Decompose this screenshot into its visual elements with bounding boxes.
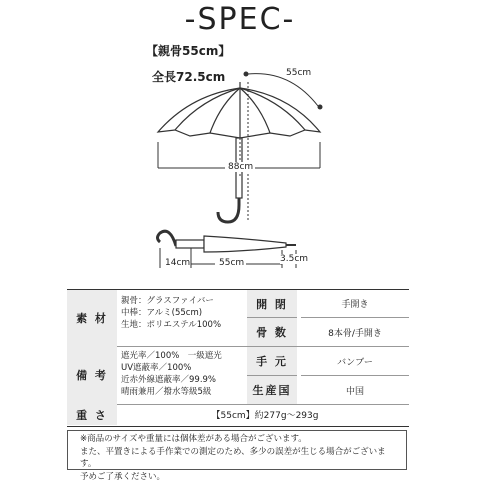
frame-size-label: 【親骨55cm】 (146, 42, 230, 59)
weight-value: 【55cm】約277g～293g (121, 404, 409, 425)
total-length-label: 全長72.5cm (152, 68, 225, 85)
rib-dot-start (244, 72, 249, 77)
folded-umbrella (158, 231, 297, 252)
notes-header: 備 考 (67, 346, 117, 404)
table-row (67, 404, 409, 425)
origin-header: 生産国 (247, 376, 297, 404)
material-values: 親骨：グラスファイバー 中棒：アルミ(55cm) 生地：ポリエステル100% (121, 290, 241, 346)
handle-header: 手 元 (247, 347, 297, 376)
spec-table (67, 289, 409, 427)
ribs-header: 骨 数 (247, 318, 297, 347)
notes-values: 遮光率／100% 一級遮光 UV遮蔽率／100% 近赤外線遮蔽率／99.9% 晴雨兼用／撥水等級5級 (121, 346, 241, 404)
handle-value: バンブー (301, 347, 409, 376)
folded-body-label: 55cm (219, 258, 244, 268)
ribs-value: 8本骨/手開き (301, 318, 409, 347)
folded-handle-label: 14cm (165, 258, 190, 268)
footnote-box (67, 430, 407, 470)
folded-tip-label: 3.5cm (280, 254, 308, 264)
weight-header: 重 さ (67, 404, 117, 425)
rib-dot-end (318, 105, 323, 110)
width-label: 88cm (228, 162, 253, 172)
page-title: -SPEC- (0, 2, 480, 37)
footnote-line: ※商品のサイズや重量には個体差がある場合がございます。 (80, 433, 394, 446)
material-header: 素 材 (67, 290, 117, 346)
origin-value: 中国 (301, 376, 409, 404)
open-value: 手開き (301, 290, 409, 318)
footnote-line: また、平置きによる手作業での測定のため、多少の誤差が生じる場合がございます。 (80, 446, 394, 471)
open-header: 開 閉 (247, 290, 297, 318)
open-umbrella (158, 82, 320, 222)
footnote-line: 予めご了承ください。 (80, 471, 394, 483)
rib-length-label: 55cm (286, 68, 311, 78)
